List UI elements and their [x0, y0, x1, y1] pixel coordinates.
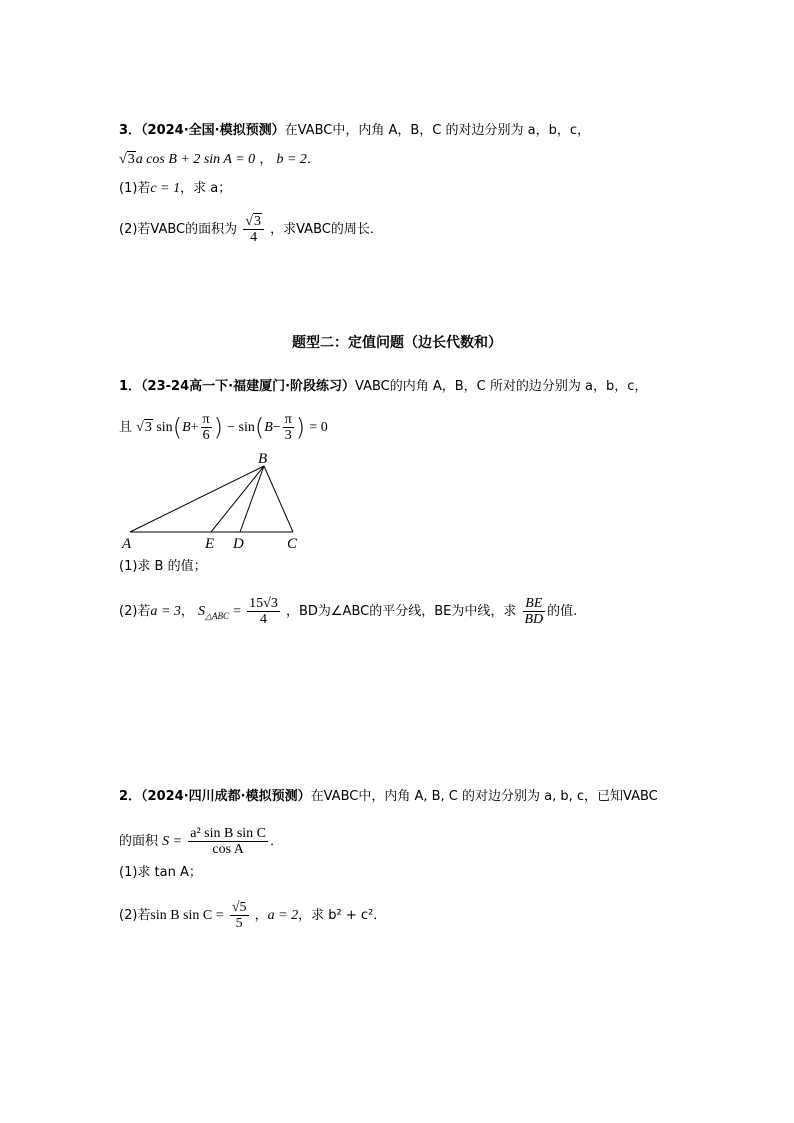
p2-source: （2024·四川成都·模拟预测）	[141, 789, 311, 804]
p3-q2: (2)若VABC的面积为 $\frac{√3}{4}$ ，求VABC的周长．	[119, 214, 383, 245]
p2-number: 2．	[119, 789, 142, 804]
p2-q2: (2)若sin B sin C = $\frac{√5}{5}$ ，a = 2，求 b² + c²．	[119, 900, 387, 931]
p2-line1	[119, 788, 658, 806]
p2-q1: (1)求 tan A；	[119, 865, 202, 880]
p1-q2: (2)若a = 3， $S_{\triangle ABC}$ = $\frac{15√3}{4}$ ，BD为∠ABC的平分线，BE为中线，求 $\frac{BE}{BD}$ 的值.	[119, 596, 578, 627]
p1-area-fraction: $\frac{15√3}{4}$	[249, 596, 278, 627]
section-title: 题型二：定值问题（边长代数和）	[292, 335, 502, 351]
p3-area-fraction: $\frac{√3}{4}$	[243, 214, 264, 245]
p1-stem: VABC的内角 A，B，C 所对的边分别为 a，b，c，	[355, 379, 648, 394]
segment-BE	[211, 466, 264, 532]
label-A: A	[122, 536, 132, 552]
p3-stem: 在VABC中，内角 A，B，C 的对边分别为 a，b，c，	[284, 123, 590, 138]
p2-stem: 在VABC中，内角 A, B, C 的对边分别为 a, b, c，已知VABC	[310, 789, 658, 804]
p1-line1	[119, 378, 647, 396]
p3-q1: (1)若c = 1，求 a；	[119, 181, 232, 196]
p1-ratio-fraction: $\frac{BE}{BD}$	[524, 596, 544, 627]
label-C: C	[287, 536, 298, 552]
p1-source: （23-24高一下·福建厦门·阶段练习）	[141, 379, 356, 394]
segment-AB	[130, 466, 264, 532]
p3-b-value: b = 2	[276, 152, 307, 167]
p3-condition: √3a cos B + 2 sin A = 0	[119, 152, 256, 167]
p3-number: 3．	[119, 123, 142, 138]
label-E: E	[205, 536, 215, 552]
p1-condition: 且 √3 sin(B+ $\frac{\pi}{6}$ ) − sin(B− $\frac{\pi}{3}$ ) = 0	[119, 412, 328, 443]
segment-BC	[264, 466, 293, 532]
p3-line1	[119, 122, 590, 140]
p3-q1-condition: c = 1	[150, 181, 181, 196]
segment-BD	[240, 466, 264, 532]
p1-q1: (1)求 B 的值；	[119, 559, 207, 574]
p2-area-fraction: $\frac{\text{a² sin B sin C}}{\text{cos A}}$	[190, 826, 267, 857]
p2-sin-fraction: $\frac{√5}{5}$	[231, 900, 247, 931]
p3-line2: √3a cos B + 2 sin A = 0 ， b = 2．	[119, 152, 320, 167]
label-B: B	[258, 451, 268, 467]
p1-area-symbol: $S_{\triangle ABC}$	[198, 604, 229, 621]
label-D: D	[233, 536, 244, 552]
p2-line2: 的面积 S = $\frac{\text{a² sin B sin C}}{\text{cos A}}$ ．	[119, 826, 284, 857]
p1-number: 1．	[119, 379, 142, 394]
p3-source: （2024·全国·模拟预测）	[141, 123, 285, 138]
